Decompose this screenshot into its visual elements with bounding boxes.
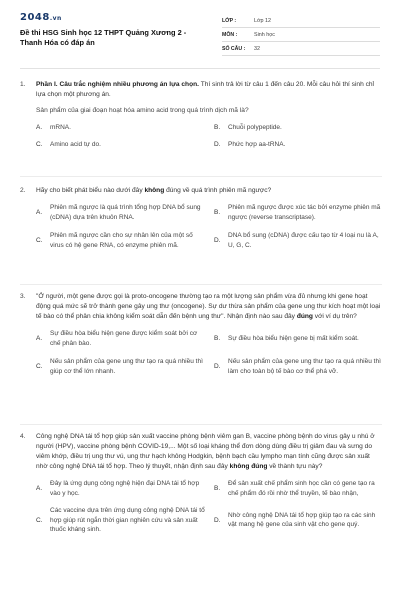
stem-emphasis: không	[144, 187, 165, 194]
question-stem	[36, 292, 382, 322]
option-text: Phiên mã ngược cần cho sự nhân lên của một số virus có hệ gene RNA, có enzyme phiên mã.	[50, 232, 193, 249]
part-instructions: Thí sinh trả lời từ câu 1 đến câu 20. Mỗi câu hỏi thí sinh chỉ lựa chọn một phương án.	[36, 81, 375, 98]
option-a[interactable]	[36, 479, 206, 498]
option-letter: A.	[36, 334, 43, 342]
part-heading: Phần I. Câu trắc nghiệm nhiều phương án lựa chọn.	[36, 81, 199, 88]
question-number: 2.	[20, 187, 26, 194]
info-label: SỐ CÂU :	[222, 45, 246, 52]
option-letter: A.	[36, 484, 43, 492]
question-separator	[20, 424, 382, 425]
info-row-class	[222, 14, 380, 28]
option-letter: C.	[36, 516, 43, 524]
stem-text: đúng về quá trình phiên mã ngược?	[164, 187, 272, 194]
question-separator	[20, 176, 382, 177]
page-title: Đề thi HSG Sinh học 12 THPT Quảng Xương 2 - Thanh Hóa có đáp án	[20, 28, 187, 47]
answer-options	[36, 329, 382, 376]
question-separator	[20, 284, 382, 285]
info-row-subject	[222, 28, 380, 42]
document-header	[0, 0, 400, 62]
option-letter: C.	[36, 236, 43, 244]
option-text: Các vaccine dựa trên ứng dụng công nghệ DNA tái tổ hợp giúp rút ngắn thời gian nghiên cứu và sản xuất thuốc kháng sinh.	[50, 507, 205, 533]
stem-text: về thành tựu này?	[267, 463, 323, 470]
logo-suffix: .vn	[49, 15, 62, 22]
option-text: Nếu sản phẩm của gene ung thư tạo ra quá nhiều thì giúp cơ thể lớn nhanh.	[50, 358, 203, 375]
option-letter: D.	[214, 236, 221, 244]
option-d[interactable]	[214, 506, 384, 535]
option-c[interactable]	[36, 231, 206, 250]
stem-text: Hãy cho biết phát biểu nào dưới đây	[36, 187, 145, 194]
option-text: mRNA.	[50, 124, 71, 131]
option-text: Chuỗi polypeptide.	[228, 124, 282, 131]
info-value: 32	[254, 45, 260, 52]
option-text: Để sản xuất chế phẩm sinh học cần có gene tạo ra chế phẩm đó rồi nhờ thể truyền, tế bào nhận,	[228, 480, 375, 497]
question-4	[20, 432, 382, 535]
info-row-count	[222, 42, 380, 56]
option-letter: B.	[214, 484, 221, 492]
question-stem	[36, 432, 382, 472]
option-letter: D.	[214, 362, 221, 370]
option-b[interactable]	[214, 329, 384, 348]
option-text: Phiên mã ngược được xúc tác bởi enzyme phiên mã ngược (reverse transcriptase).	[228, 204, 381, 221]
option-text: Đây là ứng dụng công nghệ hiện đại DNA tái tổ hợp vào y học.	[50, 480, 200, 497]
answer-options	[36, 479, 382, 535]
option-text: DNA bổ sung (cDNA) được cấu tạo từ 4 loại nu là A, U, G, C.	[228, 232, 379, 249]
option-d[interactable]	[214, 357, 384, 376]
option-a[interactable]	[36, 329, 206, 348]
option-text: Phiên mã ngược là quá trình tổng hợp DNA bổ sung (cDNA) dựa trên khuôn RNA.	[50, 204, 201, 221]
option-d[interactable]	[214, 140, 384, 150]
option-text: Sự điều hòa biểu hiện gene được kiểm soát bởi cơ chế phân bào.	[50, 330, 198, 347]
question-number: 4.	[20, 433, 26, 440]
question-stem	[36, 186, 382, 196]
option-text: Phức hợp aa-tRNA.	[228, 140, 286, 148]
question-number: 1.	[20, 81, 26, 88]
option-a[interactable]	[36, 203, 206, 222]
option-text: Amino acid tự do.	[50, 140, 101, 148]
question-stem: Sản phẩm của giai đoạn hoạt hóa amino acid trong quá trình dịch mã là?	[36, 107, 249, 114]
option-letter: B.	[214, 208, 221, 216]
info-value: Sinh học	[254, 31, 275, 38]
option-letter: D.	[214, 140, 221, 148]
option-c[interactable]	[36, 506, 206, 535]
question-2	[20, 186, 382, 250]
option-c[interactable]	[36, 140, 206, 150]
stem-emphasis: đúng	[296, 313, 313, 320]
header-divider	[20, 68, 380, 69]
info-value: Lớp 12	[254, 17, 272, 24]
option-b[interactable]	[214, 479, 384, 498]
option-text: Nếu sản phẩm của gene ung thư tạo ra quá nhiều thì làm cho toàn bộ tế bào cơ thể phá vỡ.	[228, 358, 381, 375]
option-a[interactable]	[36, 123, 206, 133]
option-letter: B.	[214, 334, 221, 342]
option-text: Nhờ công nghệ DNA tái tổ hợp giúp tạo ra các sinh vật mang hệ gene của sinh vật cho gene quý.	[228, 511, 376, 529]
option-letter: A.	[36, 124, 43, 131]
answer-options	[36, 203, 382, 250]
exam-info-table	[222, 14, 380, 56]
option-b[interactable]	[214, 203, 384, 222]
answer-options	[36, 123, 382, 149]
option-d[interactable]	[214, 231, 384, 250]
question-3	[20, 292, 382, 376]
question-1	[20, 80, 382, 149]
option-letter: D.	[214, 516, 221, 524]
stem-text: Công nghệ DNA tái tổ hợp giúp sản xuất vaccine phòng bệnh viêm gan B, vaccine phòng bệnh do virus gây u nhú ở người (HPV), vaccine phòng bệnh COVID-19,... Một số loại kháng thể đơn dòng dùng điều trị giảm đau và sưng do viêm khớp, điều trị ung thư vú, ung thư hạch không Hodgkin, bệnh bạch cầu lympho mạn tính cũng được sản xuất nhờ công nghệ DNA tái tổ hợp. Theo lý thuyết, nhận định sau đây	[36, 433, 375, 470]
question-intro	[36, 80, 382, 100]
info-label: MÔN :	[222, 31, 238, 38]
option-c[interactable]	[36, 357, 206, 376]
stem-emphasis: không đúng	[229, 463, 268, 470]
logo-main: 2048	[20, 12, 50, 23]
option-b[interactable]	[214, 123, 384, 133]
option-letter: C.	[36, 140, 43, 148]
question-number: 3.	[20, 293, 26, 300]
option-letter: A.	[36, 208, 43, 216]
option-letter: B.	[214, 124, 221, 131]
info-label: LỚP :	[222, 17, 237, 24]
stem-text: với ví dụ trên?	[312, 313, 357, 320]
stem-text: "Ở người, một gene được gọi là proto-oncogene thường tạo ra một lượng sản phẩm vừa đủ nhưng khi gene hoạt động quá mức sẽ trở thành gene gây ung thư (oncogene). Sự dư thừa sản phẩm của gene ung thư kích hoạt một loại tế bào có thể phân chia không kiểm soát dẫn đến bệnh ung thư". Nhận định nào sau đây	[36, 293, 381, 320]
option-text: Sự điều hòa biểu hiện gene bị mất kiểm soát.	[228, 334, 359, 342]
option-letter: C.	[36, 362, 43, 370]
